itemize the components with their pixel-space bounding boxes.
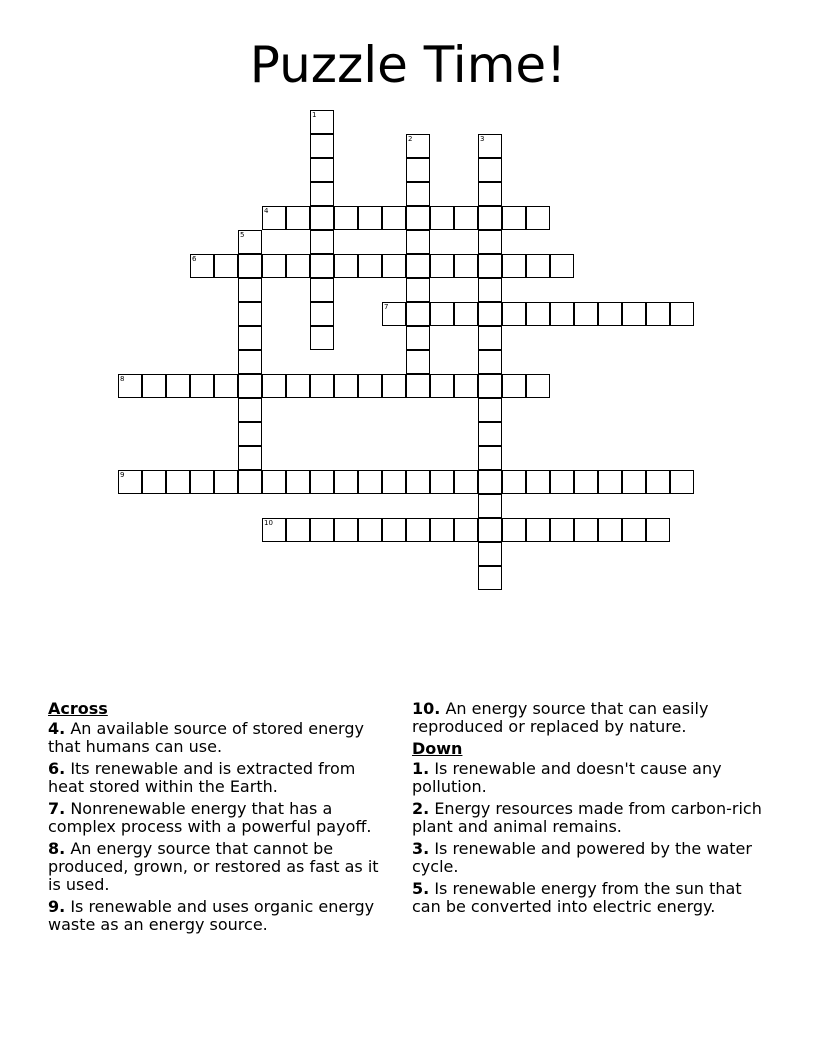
clue-text: Is renewable and doesn't cause any pollution. bbox=[412, 759, 722, 796]
clue-number: 3. bbox=[412, 839, 430, 858]
crossword-cell[interactable] bbox=[310, 230, 334, 254]
clue-number: 5. bbox=[412, 879, 430, 898]
crossword-cell[interactable] bbox=[382, 470, 406, 494]
crossword-cell[interactable] bbox=[598, 518, 622, 542]
crossword-cell[interactable] bbox=[454, 518, 478, 542]
clue-text: An energy source that can easily reproduced or replaced by nature. bbox=[412, 699, 709, 736]
crossword-cell[interactable] bbox=[502, 374, 526, 398]
crossword-cell[interactable] bbox=[142, 374, 166, 398]
crossword-cell[interactable] bbox=[310, 110, 334, 134]
crossword-cell[interactable] bbox=[622, 470, 646, 494]
crossword-cell[interactable] bbox=[214, 470, 238, 494]
crossword-cell[interactable] bbox=[310, 206, 334, 230]
crossword-cell[interactable] bbox=[502, 206, 526, 230]
clue-number: 8. bbox=[48, 839, 66, 858]
crossword-cell[interactable] bbox=[166, 374, 190, 398]
crossword-cell[interactable] bbox=[454, 206, 478, 230]
clue-text: Is renewable and powered by the water cycle. bbox=[412, 839, 752, 876]
crossword-cell[interactable] bbox=[262, 254, 286, 278]
crossword-cell[interactable] bbox=[430, 206, 454, 230]
crossword-cell[interactable] bbox=[286, 374, 310, 398]
crossword-cell[interactable] bbox=[382, 518, 406, 542]
crossword-cell[interactable] bbox=[478, 494, 502, 518]
crossword-cell[interactable] bbox=[478, 518, 502, 542]
crossword-cell[interactable] bbox=[502, 254, 526, 278]
clue-text: An energy source that cannot be produced, grown, or restored as fast as it is used. bbox=[48, 839, 379, 894]
crossword-cell[interactable] bbox=[478, 254, 502, 278]
crossword-cell[interactable] bbox=[406, 182, 430, 206]
across-clue-6 bbox=[48, 760, 393, 796]
crossword-cell[interactable] bbox=[478, 446, 502, 470]
across-clue-4 bbox=[48, 720, 393, 756]
clue-text: Nonrenewable energy that has a complex process with a powerful payoff. bbox=[48, 799, 372, 836]
crossword-cell[interactable] bbox=[358, 254, 382, 278]
cell-number: 3 bbox=[480, 135, 485, 143]
crossword-cell[interactable] bbox=[214, 374, 238, 398]
crossword-cell[interactable] bbox=[310, 254, 334, 278]
down-clue-3 bbox=[412, 840, 772, 876]
clue-number: 2. bbox=[412, 799, 430, 818]
crossword-cell[interactable] bbox=[310, 158, 334, 182]
crossword-cell[interactable] bbox=[478, 542, 502, 566]
crossword-cell[interactable] bbox=[646, 470, 670, 494]
clue-number: 7. bbox=[48, 799, 66, 818]
across-heading: Across bbox=[48, 699, 108, 718]
cell-number: 6 bbox=[192, 255, 197, 263]
cell-number: 4 bbox=[264, 207, 269, 215]
across-clue-9 bbox=[48, 898, 393, 934]
crossword-cell[interactable] bbox=[502, 470, 526, 494]
crossword-cell[interactable] bbox=[406, 470, 430, 494]
crossword-cell[interactable] bbox=[382, 206, 406, 230]
crossword-cell[interactable] bbox=[286, 518, 310, 542]
crossword-cell[interactable] bbox=[310, 326, 334, 350]
crossword-cell[interactable] bbox=[382, 254, 406, 278]
crossword-cell[interactable] bbox=[310, 470, 334, 494]
crossword-cell[interactable] bbox=[478, 182, 502, 206]
crossword-cell[interactable] bbox=[310, 134, 334, 158]
crossword-cell[interactable] bbox=[142, 470, 166, 494]
crossword-cell[interactable] bbox=[286, 206, 310, 230]
crossword-cell[interactable] bbox=[334, 518, 358, 542]
crossword-cell[interactable] bbox=[262, 518, 286, 542]
clue-number: 4. bbox=[48, 719, 66, 738]
crossword-cell[interactable] bbox=[526, 206, 550, 230]
crossword-cell[interactable] bbox=[454, 470, 478, 494]
crossword-cell[interactable] bbox=[238, 446, 262, 470]
crossword-cell[interactable] bbox=[526, 374, 550, 398]
crossword-cell[interactable] bbox=[478, 566, 502, 590]
crossword-cell[interactable] bbox=[238, 278, 262, 302]
crossword-cell[interactable] bbox=[190, 254, 214, 278]
crossword-cell[interactable] bbox=[262, 206, 286, 230]
cell-number: 7 bbox=[384, 303, 389, 311]
clues-column-left bbox=[48, 700, 393, 938]
crossword-cell[interactable] bbox=[550, 470, 574, 494]
clue-text: An available source of stored energy that humans can use. bbox=[48, 719, 364, 756]
crossword-cell[interactable] bbox=[646, 518, 670, 542]
cell-number: 8 bbox=[120, 375, 125, 383]
clues-column-right bbox=[412, 700, 772, 920]
crossword-cell[interactable] bbox=[286, 470, 310, 494]
clue-text: Is renewable energy from the sun that can be converted into electric energy. bbox=[412, 879, 742, 916]
crossword-cell[interactable] bbox=[430, 518, 454, 542]
crossword-cell[interactable] bbox=[526, 470, 550, 494]
crossword-cell[interactable] bbox=[382, 374, 406, 398]
crossword-cell[interactable] bbox=[190, 470, 214, 494]
cell-number: 10 bbox=[264, 519, 273, 527]
cell-number: 2 bbox=[408, 135, 413, 143]
crossword-cell[interactable] bbox=[478, 134, 502, 158]
crossword-cell[interactable] bbox=[310, 518, 334, 542]
crossword-cell[interactable] bbox=[118, 470, 142, 494]
crossword-cell[interactable] bbox=[238, 302, 262, 326]
clue-number: 10. bbox=[412, 699, 441, 718]
down-clue-1 bbox=[412, 760, 772, 796]
crossword-cell[interactable] bbox=[598, 302, 622, 326]
crossword-cell[interactable] bbox=[550, 302, 574, 326]
down-clue-5 bbox=[412, 880, 772, 916]
crossword-cell[interactable] bbox=[310, 374, 334, 398]
crossword-cell[interactable] bbox=[238, 350, 262, 374]
clue-text: Energy resources made from carbon-rich plant and animal remains. bbox=[412, 799, 762, 836]
crossword-cell[interactable] bbox=[526, 518, 550, 542]
crossword-cell[interactable] bbox=[454, 302, 478, 326]
cell-number: 9 bbox=[120, 471, 125, 479]
crossword-cell[interactable] bbox=[478, 158, 502, 182]
crossword-cell[interactable] bbox=[430, 302, 454, 326]
crossword-cell[interactable] bbox=[502, 518, 526, 542]
crossword-cell[interactable] bbox=[190, 374, 214, 398]
crossword-cell[interactable] bbox=[238, 398, 262, 422]
crossword-cell[interactable] bbox=[454, 374, 478, 398]
clue-text: Is renewable and uses organic energy waste as an energy source. bbox=[48, 897, 375, 934]
crossword-cell[interactable] bbox=[358, 470, 382, 494]
crossword-cell[interactable] bbox=[406, 134, 430, 158]
crossword-cell[interactable] bbox=[574, 518, 598, 542]
crossword-cell[interactable] bbox=[550, 254, 574, 278]
crossword-cell[interactable] bbox=[406, 230, 430, 254]
crossword-cell[interactable] bbox=[406, 350, 430, 374]
crossword-cell[interactable] bbox=[238, 374, 262, 398]
crossword-cell[interactable] bbox=[310, 182, 334, 206]
crossword-cell[interactable] bbox=[478, 206, 502, 230]
cell-number: 5 bbox=[240, 231, 245, 239]
crossword-cell[interactable] bbox=[358, 206, 382, 230]
crossword-cell[interactable] bbox=[238, 230, 262, 254]
crossword-cell[interactable] bbox=[478, 278, 502, 302]
crossword-cell[interactable] bbox=[214, 254, 238, 278]
crossword-cell[interactable] bbox=[550, 518, 574, 542]
crossword-cell[interactable] bbox=[574, 302, 598, 326]
crossword-cell[interactable] bbox=[118, 374, 142, 398]
crossword-cell[interactable] bbox=[454, 254, 478, 278]
across-clue-10 bbox=[412, 700, 772, 736]
crossword-cell[interactable] bbox=[406, 206, 430, 230]
crossword-cell[interactable] bbox=[358, 374, 382, 398]
crossword-cell[interactable] bbox=[238, 326, 262, 350]
crossword-cell[interactable] bbox=[406, 278, 430, 302]
crossword-cell[interactable] bbox=[406, 326, 430, 350]
crossword-cell[interactable] bbox=[622, 518, 646, 542]
crossword-cell[interactable] bbox=[310, 278, 334, 302]
crossword-cell[interactable] bbox=[334, 254, 358, 278]
crossword-cell[interactable] bbox=[526, 254, 550, 278]
across-clue-8 bbox=[48, 840, 393, 894]
crossword-cell[interactable] bbox=[238, 254, 262, 278]
crossword-cell[interactable] bbox=[406, 374, 430, 398]
crossword-cell[interactable] bbox=[574, 470, 598, 494]
crossword-cell[interactable] bbox=[406, 158, 430, 182]
crossword-cell[interactable] bbox=[406, 254, 430, 278]
crossword-cell[interactable] bbox=[478, 398, 502, 422]
down-clue-2 bbox=[412, 800, 772, 836]
crossword-cell[interactable] bbox=[646, 302, 670, 326]
puzzle-title: Puzzle Time! bbox=[249, 36, 567, 94]
crossword-cell[interactable] bbox=[262, 374, 286, 398]
crossword-cell[interactable] bbox=[334, 206, 358, 230]
clue-number: 1. bbox=[412, 759, 430, 778]
clue-text: Its renewable and is extracted from heat stored within the Earth. bbox=[48, 759, 356, 796]
crossword-cell[interactable] bbox=[382, 302, 406, 326]
crossword-cell[interactable] bbox=[598, 470, 622, 494]
crossword-cell[interactable] bbox=[478, 326, 502, 350]
crossword-cell[interactable] bbox=[430, 254, 454, 278]
clue-number: 9. bbox=[48, 897, 66, 916]
cell-number: 1 bbox=[312, 111, 317, 119]
crossword-cell[interactable] bbox=[526, 302, 550, 326]
crossword-cell[interactable] bbox=[406, 302, 430, 326]
crossword-cell[interactable] bbox=[478, 470, 502, 494]
crossword-cell[interactable] bbox=[502, 302, 526, 326]
crossword-cell[interactable] bbox=[478, 350, 502, 374]
crossword-cell[interactable] bbox=[262, 470, 286, 494]
crossword-cell[interactable] bbox=[334, 470, 358, 494]
crossword-cell[interactable] bbox=[286, 254, 310, 278]
crossword-cell[interactable] bbox=[478, 422, 502, 446]
clue-number: 6. bbox=[48, 759, 66, 778]
crossword-cell[interactable] bbox=[622, 302, 646, 326]
down-heading: Down bbox=[412, 739, 463, 758]
crossword-cell[interactable] bbox=[670, 302, 694, 326]
crossword-cell[interactable] bbox=[406, 518, 430, 542]
crossword-cell[interactable] bbox=[310, 302, 334, 326]
crossword-cell[interactable] bbox=[670, 470, 694, 494]
crossword-cell[interactable] bbox=[166, 470, 190, 494]
crossword-cell[interactable] bbox=[430, 374, 454, 398]
crossword-cell[interactable] bbox=[478, 374, 502, 398]
crossword-cell[interactable] bbox=[238, 470, 262, 494]
crossword-cell[interactable] bbox=[334, 374, 358, 398]
crossword-cell[interactable] bbox=[430, 470, 454, 494]
crossword-cell[interactable] bbox=[238, 422, 262, 446]
crossword-cell[interactable] bbox=[478, 230, 502, 254]
crossword-cell[interactable] bbox=[478, 302, 502, 326]
across-clue-7 bbox=[48, 800, 393, 836]
crossword-cell[interactable] bbox=[358, 518, 382, 542]
